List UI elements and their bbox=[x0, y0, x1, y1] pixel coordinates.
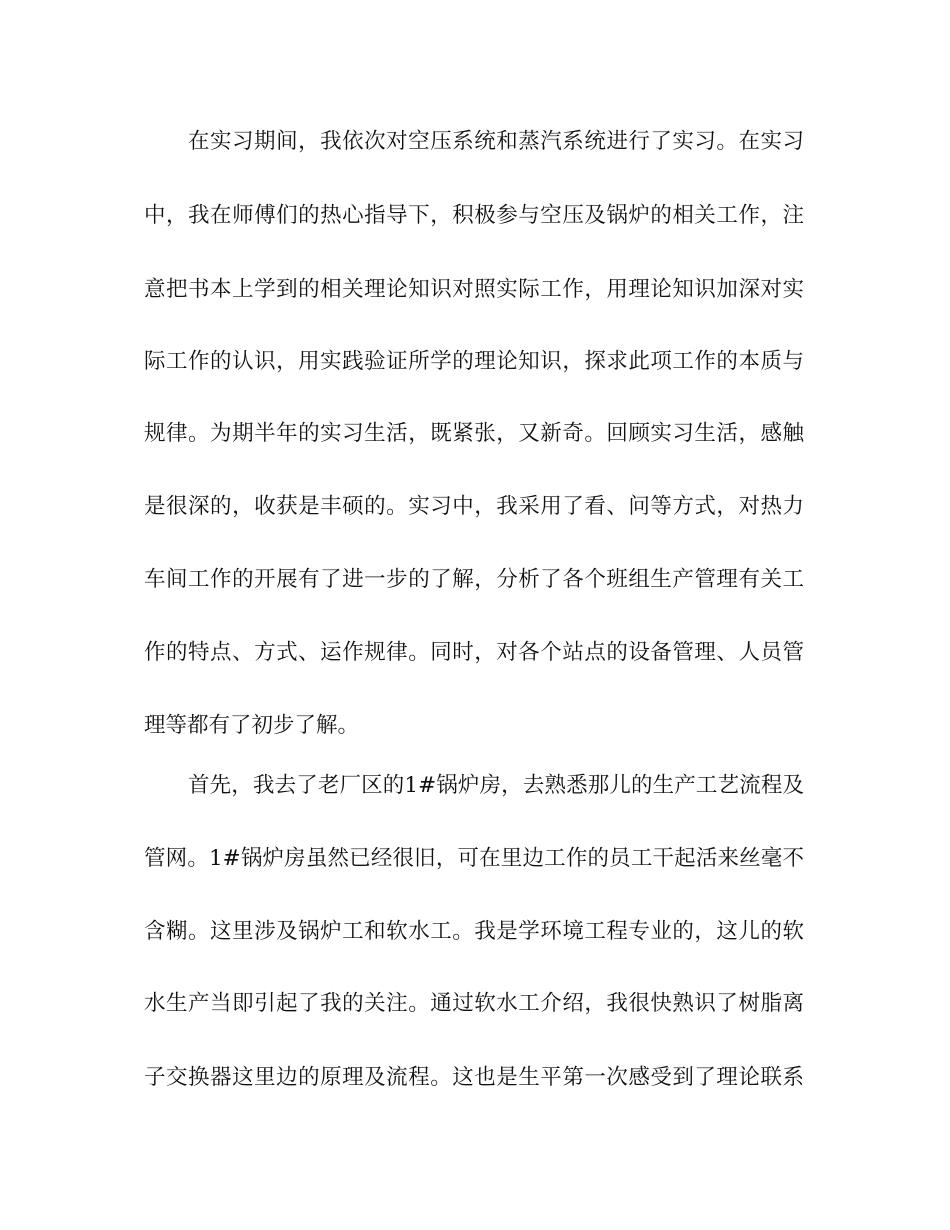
paragraph-2-line-4: 水生产当即引起了我的关注。通过软水工介绍，我很快熟识了树脂离 bbox=[144, 991, 804, 1016]
paragraph-1-line-9: 理等都有了初步了解。 bbox=[144, 713, 360, 738]
paragraph-1-line-4: 际工作的认识，用实践验证所学的理论知识，探求此项工作的本质与 bbox=[144, 349, 804, 374]
paragraph-2-line-2: 管网。1#锅炉房虽然已经很旧，可在里边工作的员工干起活来丝毫不 bbox=[144, 846, 804, 871]
paragraph-2-line-3: 含糊。这里涉及锅炉工和软水工。我是学环境工程专业的，这儿的软 bbox=[144, 919, 804, 944]
paragraph-1-line-3: 意把书本上学到的相关理论知识对照实际工作，用理论知识加深对实 bbox=[144, 277, 804, 302]
paragraph-2-line-1: 首先，我去了老厂区的1#锅炉房，去熟悉那儿的生产工艺流程及 bbox=[188, 773, 804, 798]
paragraph-1-line-5: 规律。为期半年的实习生活，既紧张，又新奇。回顾实习生活，感触 bbox=[144, 421, 804, 446]
paragraph-2-line-5: 子交换器这里边的原理及流程。这也是生平第一次感受到了理论联系 bbox=[144, 1065, 804, 1090]
paragraph-1-line-6: 是很深的，收获是丰硕的。实习中，我采用了看、问等方式，对热力 bbox=[144, 494, 804, 519]
paragraph-1-line-7: 车间工作的开展有了进一步的了解，分析了各个班组生产管理有关工 bbox=[144, 567, 804, 592]
paragraph-1-line-2: 中，我在师傅们的热心指导下，积极参与空压及锅炉的相关工作，注 bbox=[144, 203, 804, 228]
paragraph-1-line-1: 在实习期间，我依次对空压系统和蒸汽系统进行了实习。在实习 bbox=[188, 129, 804, 154]
paragraph-1-line-8: 作的特点、方式、运作规律。同时，对各个站点的设备管理、人员管 bbox=[144, 640, 804, 665]
